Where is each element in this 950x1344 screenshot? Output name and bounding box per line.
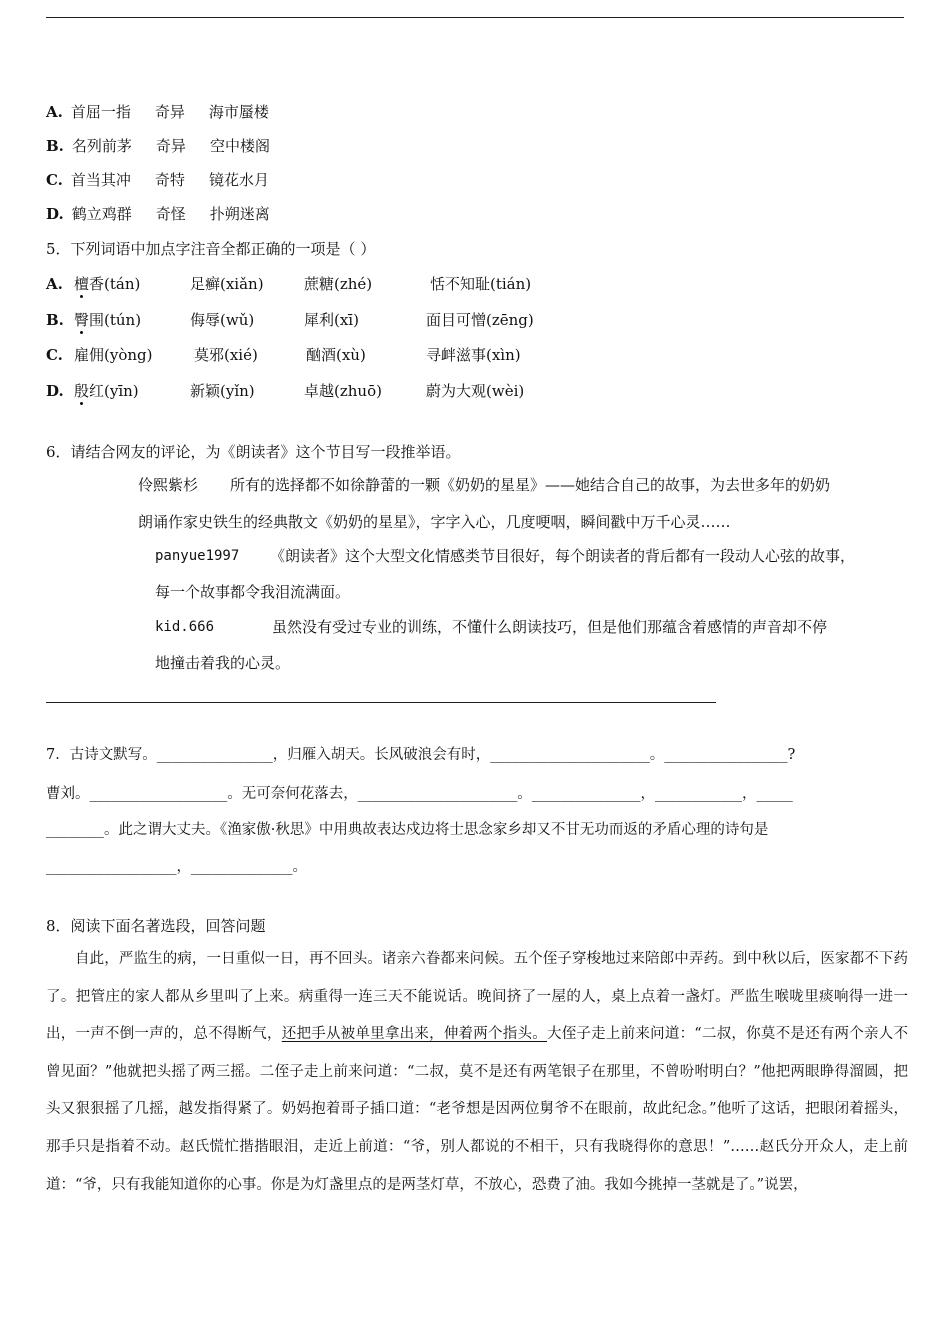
q8-stem: 8．阅读下面名著选段，回答问题 — [46, 917, 266, 935]
q5-stem: 5．下列词语中加点字注音全都正确的一项是（ ） — [46, 240, 376, 258]
q4-option-c: C. 首当其冲 奇特 镜花水月 — [46, 171, 269, 189]
q4-option-a: A. 首屈一指 奇异 海市蜃楼 — [46, 103, 269, 121]
underlined-sentence: 还把手从被单里拿出来，伸着两个指头。 — [281, 1026, 547, 1043]
q6-answer-line[interactable] — [46, 702, 716, 703]
q8-passage: 自此，严监生的病，一日重似一日，再不回头。诸亲六眷都来问候。五个侄子穿梭地过来陪郎中弄药。到中秋以后，医家都不下药了。把管庄的家人都从乡里叫了上来。病重得一连三天不能说话。晚间挤了一屋的人，桌上点着一盏灯。严监生喉咙里痰响得一进一出，一声不倒一声的，总不得断气，还把手从被单里拿出来，伸着两个指头。大侄子走上前来问道：“二叔，你莫不是还有两个亲人不曾见面？”他就把头摇了两三摇。二侄子走上前来问道：“二叔，莫不是还有两笔银子在那里，不曾吩咐明白？”他把两眼睁得溜圆，把头又狠狠摇了几摇，越发指得紧了。奶妈抱着哥子插口道：“老爷想是因两位舅爷不在眼前，故此纪念。”他听了这话，把眼闭着摇头，那手只是指着不动。赵氏慌忙揩揩眼泪，走近上前道：“爷，别人都说的不相干，只有我晓得你的意思！”……赵氏分开众人，走上前道：“爷，只有我能知道你的心事。你是为灯盏里点的是两茎灯草，不放心，恐费了油。我如今挑掉一茎就是了。”说罢， — [46, 951, 908, 1193]
top-rule — [46, 17, 904, 18]
q7-line-2: 曹刘。___________________。无可奈何花落去，______________________。_______________，____________，_____ — [46, 786, 793, 802]
q7-line-3: ________。此之谓大丈夫。《渔家傲·秋思》中用典故表达戍边将士思念家乡却又不甘无功而返的矛盾心理的诗句是 — [46, 822, 769, 838]
q7-line-4: __________________，______________。 — [46, 859, 307, 875]
q7-line-1: 7．古诗文默写。________________，归雁入胡天。长风破浪会有时，______________________。_________________? — [46, 747, 796, 763]
q4-option-d: D. 鹤立鸡群 奇怪 扑朔迷离 — [46, 205, 270, 223]
q6-stem: 6．请结合网友的评论，为《朗读者》这个节目写一段推举语。 — [46, 443, 461, 461]
q4-option-b: B. 名列前茅 奇异 空中楼阁 — [46, 137, 270, 155]
